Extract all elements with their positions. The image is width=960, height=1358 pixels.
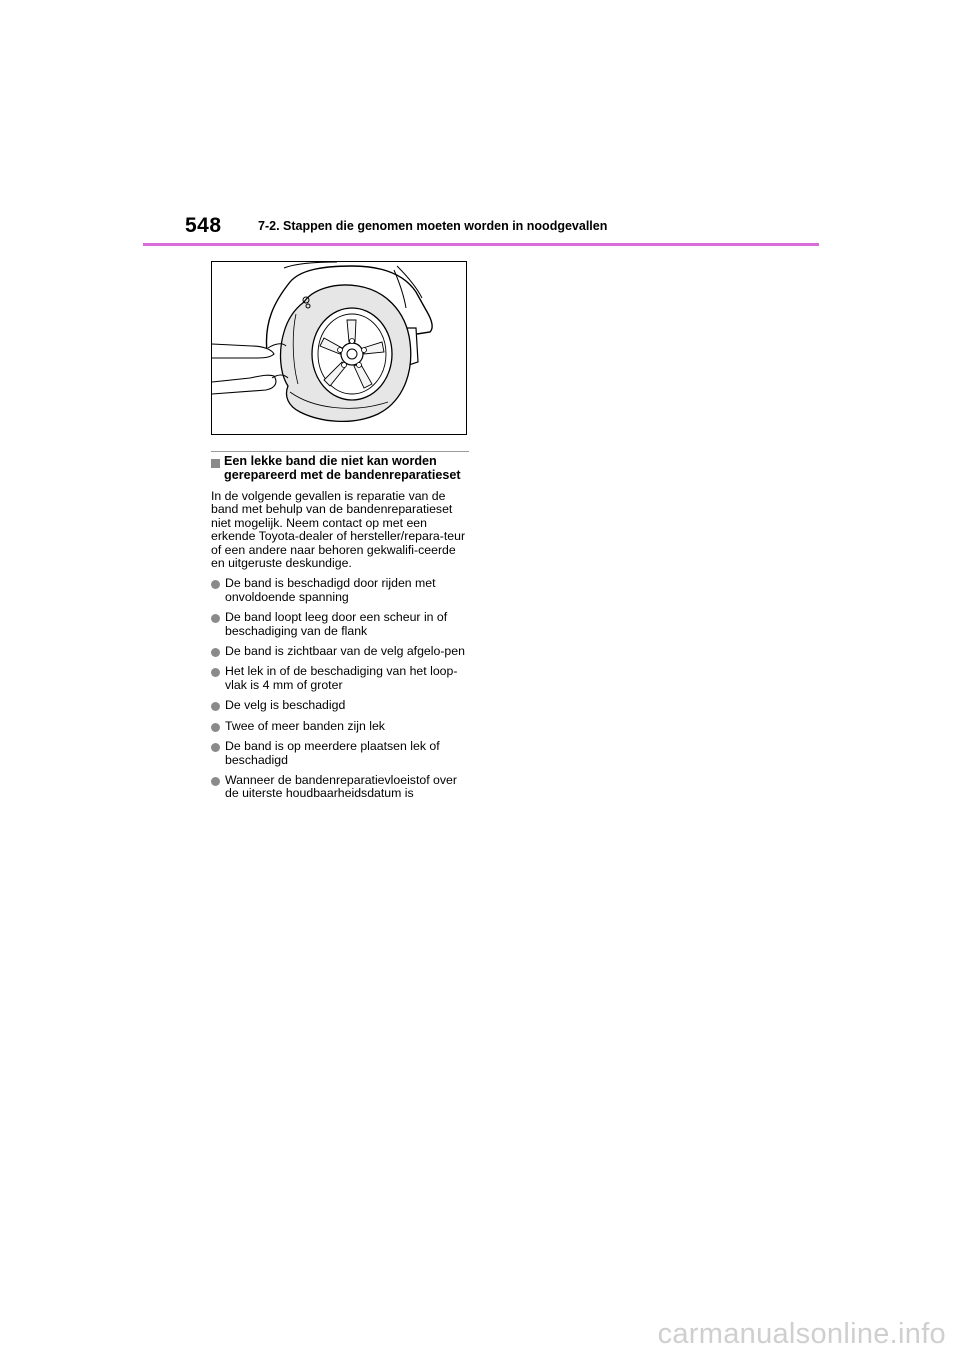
bullet-icon (211, 723, 220, 732)
list-item-text: Het lek in of de beschadiging van het loop-vlak is 4 mm of groter (225, 664, 458, 692)
list-item (211, 611, 469, 638)
header-divider (143, 243, 819, 246)
subsection-heading (211, 455, 469, 482)
intro-paragraph: In de volgende gevallen is reparatie van de band met behulp van de bandenreparatieset niet mogelijk. Neem contact op met een erkende Toyota-dealer of hersteller/repara-teur of een andere naar behoren gekwalifi-ceerde en uitgeruste deskundige. (211, 489, 466, 571)
list-item (211, 645, 469, 658)
list-item (211, 720, 469, 733)
content-column (211, 451, 469, 801)
list-item (211, 577, 469, 604)
list-item (211, 665, 469, 692)
list-item-text: De band is op meerdere plaatsen lek of beschadigd (225, 739, 440, 767)
list-item-text: De band is beschadigd door rijden met onvoldoende spanning (225, 576, 436, 604)
square-bullet-icon (211, 459, 220, 468)
list-item-text: Twee of meer banden zijn lek (225, 718, 385, 733)
condition-list (211, 577, 469, 800)
bullet-icon (211, 777, 220, 786)
bullet-icon (211, 648, 220, 657)
bullet-icon (211, 668, 220, 677)
subheading-divider (211, 451, 469, 452)
list-item (211, 774, 469, 801)
tire-cover-drawing (212, 262, 466, 434)
bullet-icon (211, 580, 220, 589)
list-item-text: Wanneer de bandenreparatievloeistof over de uiterste houdbaarheidsdatum is (225, 772, 457, 801)
section-title: 7-2. Stappen die genomen moeten worden in noodgevallen (258, 219, 608, 233)
list-item-text: De band is zichtbaar van de velg afgelo-pen (225, 644, 465, 659)
subsection-heading-line2: gerepareerd met de bandenreparatieset (224, 467, 461, 482)
list-item (211, 740, 469, 767)
list-item-text: De velg is beschadigd (225, 698, 346, 713)
list-item-text: De band loopt leeg door een scheur in of beschadiging van de flank (225, 610, 448, 638)
tire-cover-illustration (211, 261, 467, 435)
list-item (211, 699, 469, 712)
bullet-icon (211, 743, 220, 752)
subsection-heading-line1: Een lekke band die niet kan worden (224, 454, 437, 468)
bullet-icon (211, 614, 220, 623)
page-number: 548 (185, 214, 222, 237)
bullet-icon (211, 702, 220, 711)
watermark: carmanualsonline.info (657, 1318, 946, 1350)
